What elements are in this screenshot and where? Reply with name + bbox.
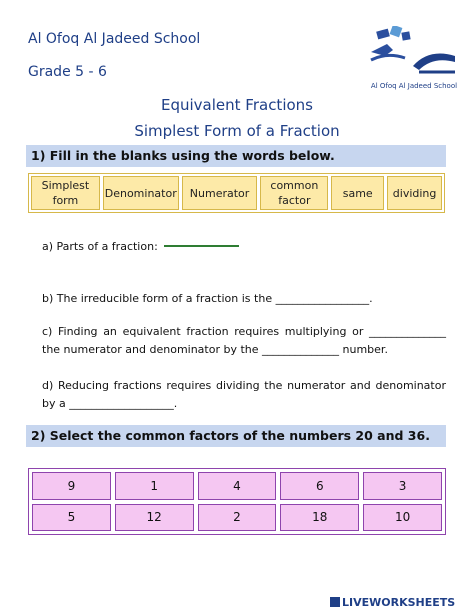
word-dividing: dividing <box>387 176 442 210</box>
factor-cell[interactable]: 1 <box>115 472 194 500</box>
school-name: Al Ofoq Al Jadeed School <box>28 31 201 47</box>
question-a-text: a) Parts of a fraction: <box>42 240 158 253</box>
word-same: same <box>331 176 384 210</box>
word-common-factor: common factor <box>260 176 328 210</box>
word-denominator: Denominator <box>103 176 179 210</box>
factor-cell[interactable]: 2 <box>198 504 277 532</box>
title-simplest-form: Simplest Form of a Fraction <box>134 122 340 140</box>
factor-cell[interactable]: 3 <box>363 472 442 500</box>
grade-label: Grade 5 - 6 <box>28 64 107 80</box>
factor-cell[interactable]: 5 <box>32 504 111 532</box>
factor-cell[interactable]: 9 <box>32 472 111 500</box>
factor-cell[interactable]: 6 <box>280 472 359 500</box>
liveworksheets-logo[interactable] <box>330 596 455 609</box>
factors-grid <box>28 468 446 535</box>
question-b: b) The irreducible form of a fraction is the _________________. <box>42 292 373 305</box>
factor-cell[interactable]: 12 <box>115 504 194 532</box>
liveworksheets-brand: LIVEWORKSHEETS <box>342 596 456 609</box>
word-numerator: Numerator <box>182 176 258 210</box>
title-equivalent-fractions: Equivalent Fractions <box>161 96 313 114</box>
answer-blank-a[interactable] <box>164 245 239 247</box>
section1-heading: 1) Fill in the blanks using the words below. <box>26 145 446 167</box>
liveworksheets-icon <box>330 597 340 607</box>
logo-icon <box>369 26 459 84</box>
factor-cell[interactable]: 18 <box>280 504 359 532</box>
question-a <box>42 238 239 256</box>
school-logo <box>369 26 459 96</box>
question-d: d) Reducing fractions requires dividing the numerator and denominator by a ___________________. <box>42 379 446 410</box>
logo-caption: Al Ofoq Al Jadeed School <box>370 82 458 90</box>
word-simplest-form: Simplest form <box>31 176 100 210</box>
section2-heading: 2) Select the common factors of the numbers 20 and 36. <box>26 425 446 447</box>
question-c: c) Finding an equivalent fraction requires multiplying or ______________ the numerator and denominator by the ______________ number. <box>42 325 446 356</box>
word-bank <box>28 173 445 213</box>
factor-cell[interactable]: 4 <box>198 472 277 500</box>
factor-cell[interactable]: 10 <box>363 504 442 532</box>
